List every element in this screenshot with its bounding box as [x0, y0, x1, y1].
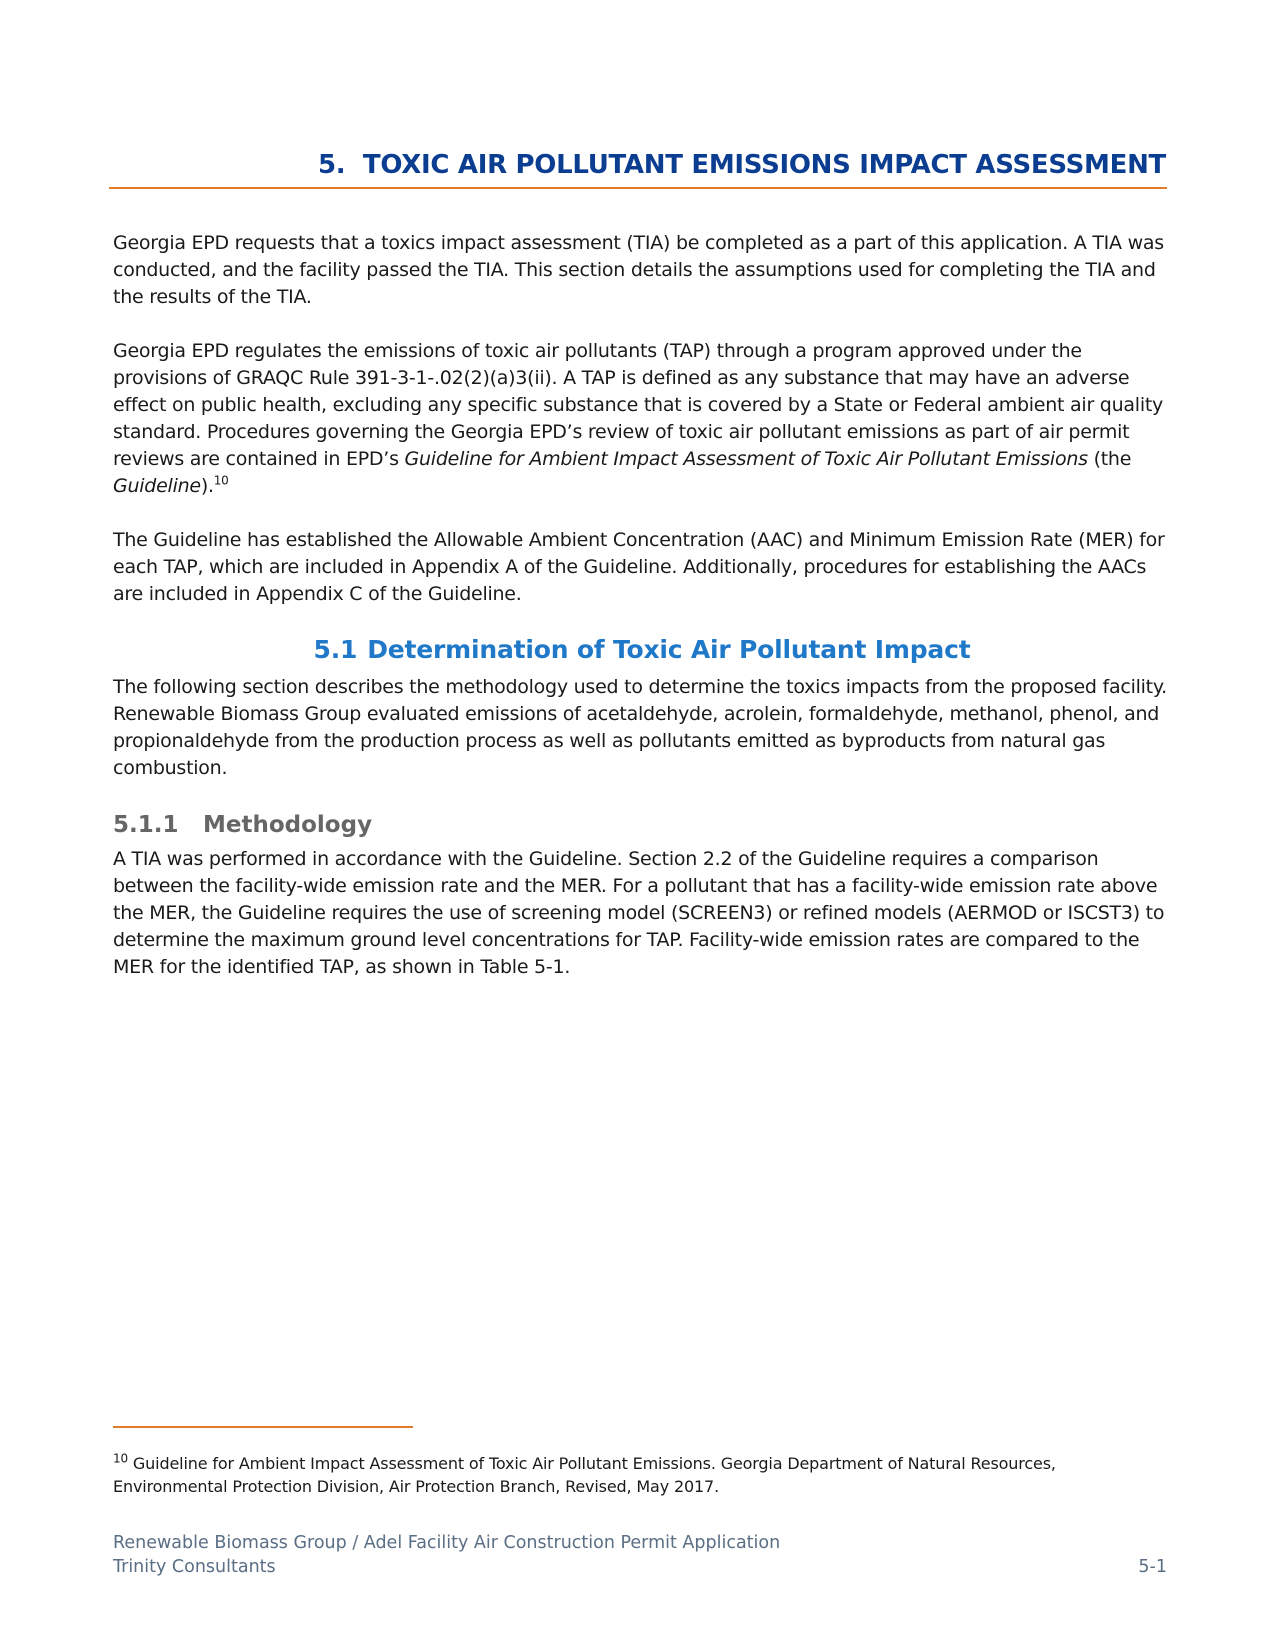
- subsection-number: 5.1.1: [113, 812, 179, 838]
- section-number: 5.1: [313, 635, 358, 664]
- paragraph-methodology-overview: The following section describes the methodology used to determine the toxics impacts from the proposed facility. Renewable Biomass Group evaluated emissions of acetaldehyde, acrolein, formaldehyde, methanol, phenol, and propionaldehyde from the production process as well as pollutants emitted as byproducts from natural gas combustion.: [113, 676, 1167, 779]
- subsection-title: Methodology: [203, 812, 373, 838]
- page-number: 5-1: [1138, 1557, 1167, 1577]
- subsection-heading: [113, 812, 1171, 838]
- main-content: [113, 230, 1171, 1008]
- footnote-number: 10: [113, 1451, 128, 1466]
- page-footer: [113, 1531, 1167, 1579]
- footnote: [113, 1452, 1171, 1498]
- section-heading: [113, 635, 1171, 664]
- guideline-title: Guideline for Ambient Impact Assessment of Toxic Air Pollutant Emissions: [404, 448, 1088, 470]
- chapter-title: [112, 150, 1166, 180]
- paragraph-tap-regulation: [113, 338, 1171, 500]
- footer-document-title: Renewable Biomass Group / Adel Facility Air Construction Permit Application: [113, 1533, 781, 1553]
- chapter-title-text: TOXIC AIR POLLUTANT EMISSIONS IMPACT ASSESSMENT: [362, 150, 1166, 180]
- section-title: Determination of Toxic Air Pollutant Impact: [367, 635, 971, 664]
- guideline-short-name: Guideline: [113, 475, 201, 497]
- chapter-title-rule: [109, 187, 1167, 189]
- footnote-text: Guideline for Ambient Impact Assessment of Toxic Air Pollutant Emissions. Georgia Department of Natural Resources, Environmental Protection Division, Air Protection Branch, Revised, May 2017.: [113, 1454, 1056, 1496]
- footnote-reference[interactable]: 10: [213, 473, 229, 488]
- footer-company: Trinity Consultants: [113, 1557, 276, 1577]
- paragraph-intro: Georgia EPD requests that a toxics impact assessment (TIA) be completed as a part of this application. A TIA was conducted, and the facility passed the TIA. This section details the assumptions used for completing the TIA and the results of the TIA.: [113, 232, 1164, 308]
- paragraph-tap-regulation-mid: (the: [1087, 448, 1132, 470]
- chapter-number: 5.: [318, 150, 346, 180]
- paragraph-methodology: A TIA was performed in accordance with the Guideline. Section 2.2 of the Guideline requires a comparison between the facility-wide emission rate and the MER. For a pollutant that has a facility-wide emission rate above the MER, the Guideline requires the use of screening model (SCREEN3) or refined models (AERMOD or ISCST3) to determine the maximum ground level concentrations for TAP. Facility-wide emission rates are compared to the MER for the identified TAP, as shown in Table 5-1.: [113, 848, 1165, 978]
- paragraph-tap-regulation-lead: Georgia EPD regulates the emissions of toxic air pollutants (TAP) through a program approved under the provisions of GRAQC Rule 391-3-1-.02(2)(a)3(ii). A TAP is defined as any substance that may have an adverse effect on public health, excluding any specific substance that is covered by a State or Federal ambient air quality standard. Procedures governing the Georgia EPD’s review of toxic air pollutant emissions as part of air permit reviews are contained in EPD’s: [113, 340, 1164, 470]
- paragraph-aac-mer: The Guideline has established the Allowable Ambient Concentration (AAC) and Minimum Emission Rate (MER) for each TAP, which are included in Appendix A of the Guideline. Additionally, procedures for establishing the AACs are included in Appendix C of the Guideline.: [113, 529, 1165, 605]
- footnote-separator: [113, 1426, 413, 1428]
- paragraph-tap-regulation-end: ).: [200, 475, 214, 497]
